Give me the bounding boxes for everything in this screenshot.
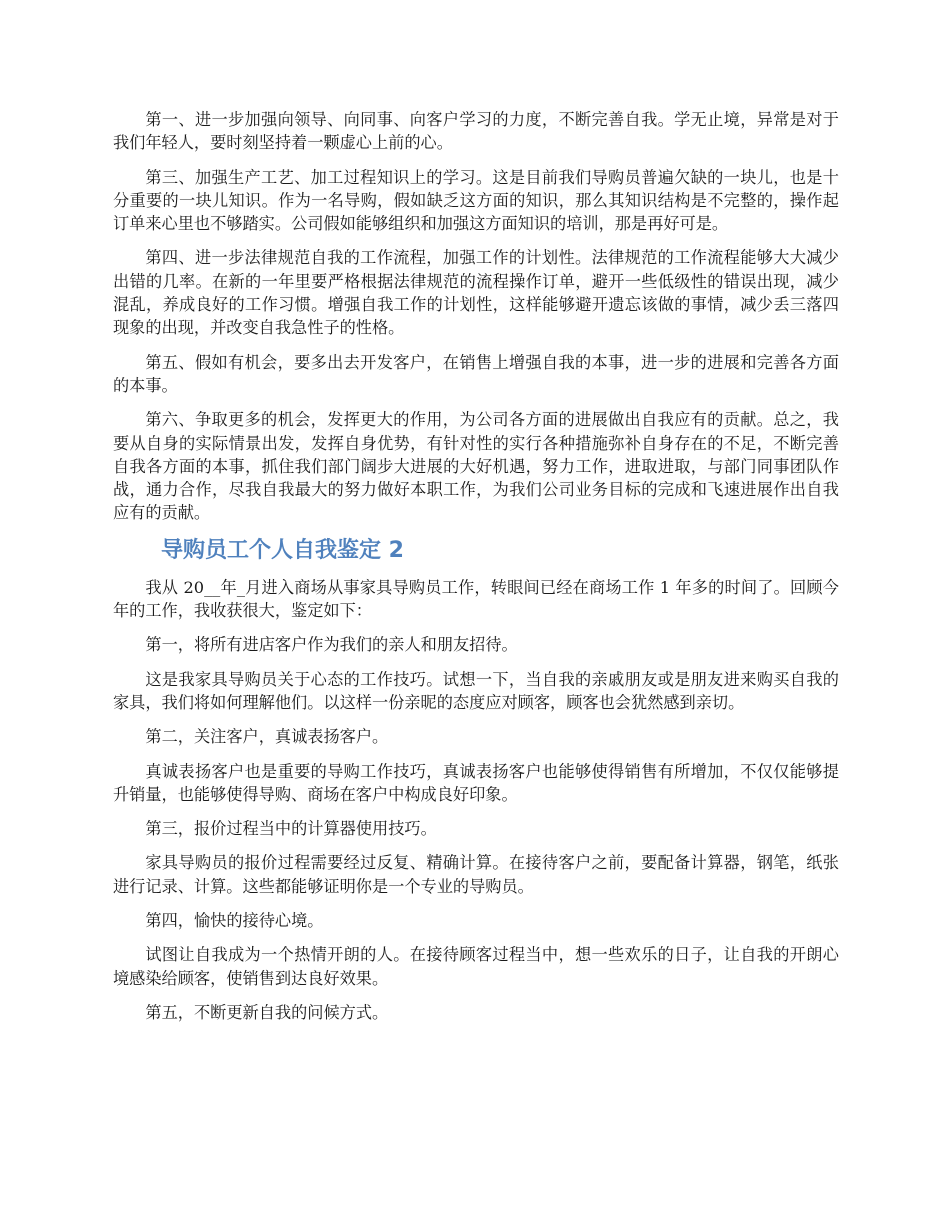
body-paragraph: 第二，关注客户，真诚表扬客户。 (145, 727, 389, 747)
body-paragraph: 真诚表扬客户也是重要的导购工作技巧，真诚表扬客户也能够使得销售有所增加，不仅仅能够提升销量，也能够使得导购、商场在客户中构成良好印象。 (113, 761, 839, 804)
body-paragraph: 这是我家具导购员关于心态的工作技巧。试想一下，当自我的亲戚朋友或是朋友进来购买自我的家具，我们将如何理解他们。以这样一份亲昵的态度应对顾客，顾客也会犹然感到亲切。 (113, 669, 839, 712)
body-paragraph: 第四、进一步法律规范自我的工作流程，加强工作的计划性。法律规范的工作流程能够大大减少出错的几率。在新的一年里要严格根据法律规范的流程操作订单，避开一些低级性的错误出现，减少混乱，养成良好的工作习惯。增强自我工作的计划性，这样能够避开遗忘该做的事情，减少丢三落四现象的出现，并改变自我急性子的性格。 (113, 248, 839, 338)
body-paragraph: 第一、进一步加强向领导、向同事、向客户学习的力度，不断完善自我。学无止境，异常是对于我们年轻人，要时刻坚持着一颗虚心上前的心。 (113, 110, 839, 153)
body-paragraph: 第五，不断更新自我的问候方式。 (145, 1002, 389, 1022)
document-page (113, 108, 839, 1035)
body-paragraph: 我从 20__年_月进入商场从事家具导购员工作，转眼间已经在商场工作 1 年多的时间了。回顾今年的工作，我收获很大，鉴定如下： (113, 577, 839, 621)
body-paragraph: 第三、加强生产工艺、加工过程知识上的学习。这是目前我们导购员普遍欠缺的一块儿，也是十分重要的一块儿知识。作为一名导购，假如缺乏这方面的知识，那么其知识结构是不完整的，操作起订单来心里也不够踏实。公司假如能够组织和加强这方面知识的培训，那是再好可是。 (113, 167, 839, 234)
body-paragraph: 第四，愉快的接待心境。 (145, 911, 324, 931)
body-paragraph: 第六、争取更多的机会，发挥更大的作用，为公司各方面的进展做出自我应有的贡献。总之，我要从自身的实际情景出发，发挥自身优势，有针对性的实行各种措施弥补自身存在的不足，不断完善自我各方面的本事，抓住我们部门阔步大进展的大好机遇，努力工作，进取进取，与部门同事团队作战，通力合作，尽我自我最大的努力做好本职工作，为我们公司业务目标的完成和飞速进展作出自我应有的贡献。 (113, 410, 839, 523)
section-heading: 导购员工个人自我鉴定 2 (161, 537, 404, 563)
body-paragraph: 家具导购员的报价过程需要经过反复、精确计算。在接待客户之前，要配备计算器，钢笔，纸张进行记录、计算。这些都能够证明你是一个专业的导购员。 (113, 853, 839, 896)
body-paragraph: 第一，将所有进店客户作为我们的亲人和朋友招待。 (145, 635, 518, 655)
body-paragraph: 第五、假如有机会，要多出去开发客户，在销售上增强自我的本事，进一步的进展和完善各方面的本事。 (113, 352, 839, 395)
body-paragraph: 第三，报价过程当中的计算器使用技巧。 (145, 819, 437, 839)
body-paragraph: 试图让自我成为一个热情开朗的人。在接待顾客过程当中，想一些欢乐的日子，让自我的开朗心境感染给顾客，使销售到达良好效果。 (113, 945, 839, 988)
